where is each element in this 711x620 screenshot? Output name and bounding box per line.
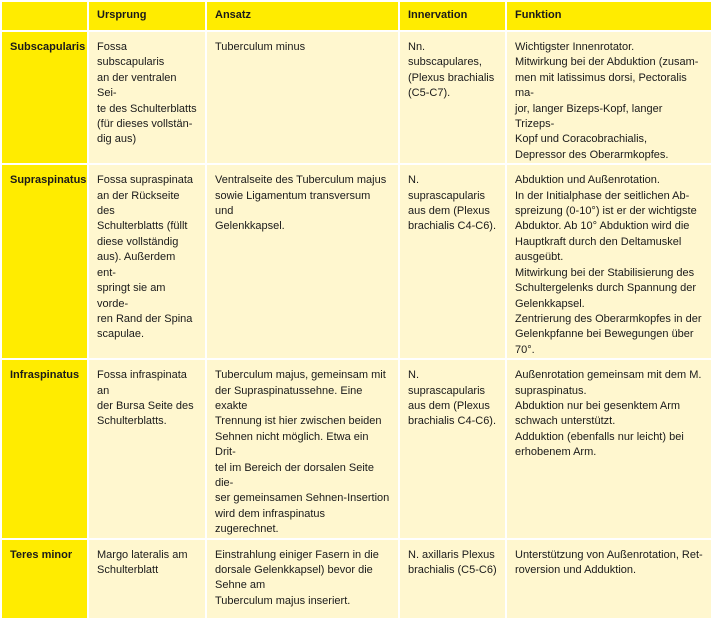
cell-line: Adduktion (ebenfalls nur leicht) bei: [515, 430, 684, 443]
cell-line: an der ventralen Sei-: [97, 71, 177, 100]
cell-line: Trennung ist hier zwischen beiden: [215, 415, 382, 428]
cell-ursprung: [88, 164, 206, 359]
cell-funktion: [506, 359, 711, 538]
header-ursprung: Ursprung: [88, 1, 206, 31]
cell-line: Depressor des Oberarmkopfes.: [515, 148, 669, 161]
cell-line: Unterstützung von Außenrotation, Ret-: [515, 548, 703, 561]
header-funktion: Funktion: [506, 1, 711, 31]
cell-line: der Bursa Seite des: [97, 399, 194, 412]
cell-innervation: [399, 539, 506, 619]
cell-line: N. suprascapularis: [408, 369, 486, 397]
cell-line: ser gemeinsamen Sehnen-Insertion: [215, 492, 390, 505]
cell-funktion: [506, 539, 711, 619]
cell-ansatz: [206, 164, 399, 359]
table-row: [1, 539, 711, 619]
table-row: [1, 164, 711, 359]
header-ansatz: Ansatz: [206, 1, 399, 31]
cell-line: Sehne am: [215, 579, 266, 592]
cell-funktion: [506, 164, 711, 359]
cell-line: wird dem infraspinatus zugerechnet.: [215, 507, 326, 536]
cell-line: Tuberculum majus inseriert.: [215, 594, 351, 607]
cell-line: Schulterblatts.: [97, 415, 167, 428]
cell-line: an der Rückseite des: [97, 189, 180, 218]
cell-line: Schulterblatts (füllt: [97, 220, 188, 233]
cell-line: Fossa subscapularis: [97, 41, 165, 69]
cell-line: diese vollständig: [97, 235, 179, 248]
cell-line: jor, langer Bizeps-Kopf, langer Trizeps-: [515, 102, 663, 131]
cell-line: Abduktor. Ab 10° Abduktion wird die: [515, 220, 690, 233]
cell-line: Gelenkkapsel.: [515, 297, 585, 310]
cell-line: Schultergelenks durch Spannung der: [515, 282, 697, 295]
cell-line: Gelenkpfanne bei Bewegungen über: [515, 328, 694, 341]
cell-line: N. suprascapularis: [408, 174, 486, 202]
cell-line: Schulterblatt: [97, 564, 159, 576]
cell-line: 70°.: [515, 343, 535, 356]
cell-line: Abduktion nur bei gesenktem Arm: [515, 399, 681, 412]
cell-line: Zentrierung des Oberarmkopfes in der: [515, 312, 702, 325]
muscle-name: Infraspinatus: [1, 359, 88, 538]
cell-line: In der Initialphase der seitlichen Ab-: [515, 189, 690, 202]
cell-line: Einstrahlung einiger Fasern in die: [215, 548, 379, 561]
cell-line: sowie Ligamentum transversum und: [215, 189, 371, 218]
cell-line: scapulae.: [97, 328, 145, 341]
cell-line: Hauptkraft durch den Deltamuskel: [515, 235, 682, 248]
cell-line: men mit latissimus dorsi, Pectoralis ma-: [515, 71, 687, 100]
cell-funktion: [506, 31, 711, 164]
cell-line: (für dieses vollstän-: [97, 118, 193, 131]
cell-line: Wichtigster Innenrotator.: [515, 41, 635, 53]
cell-line: erhobenem Arm.: [515, 446, 597, 459]
cell-line: Nn. subscapulares,: [408, 41, 482, 69]
muscle-name: Teres minor: [1, 539, 88, 619]
cell-innervation: [399, 359, 506, 538]
cell-line: dig aus): [97, 133, 137, 146]
cell-line: Kopf und Coracobrachialis,: [515, 133, 648, 146]
table-row: [1, 31, 711, 164]
cell-line: ren Rand der Spina: [97, 312, 193, 325]
cell-line: brachialis C4-C6).: [408, 220, 497, 233]
cell-line: Gelenkkapsel.: [215, 220, 285, 233]
cell-line: Fossa supraspinata: [97, 174, 193, 187]
cell-line: Fossa infraspinata an: [97, 369, 187, 397]
cell-line: der Supraspinatussehne. Eine exakte: [215, 384, 363, 412]
cell-line: Margo lateralis am: [97, 548, 188, 561]
cell-line: ausgeübt.: [515, 251, 564, 264]
cell-ursprung: [88, 359, 206, 538]
cell-line: spreizung (0-10°) ist er der wichtigste: [515, 205, 697, 218]
cell-line: brachialis (C5-C6): [408, 564, 497, 576]
muscle-name: Supraspinatus: [1, 164, 88, 359]
table-row: [1, 359, 711, 538]
cell-line: aus dem (Plexus: [408, 205, 490, 218]
cell-line: brachialis C4-C6).: [408, 415, 497, 428]
cell-line: Abduktion und Außenrotation.: [515, 174, 660, 187]
header-innervation: Innervation: [399, 1, 506, 31]
cell-ursprung: [88, 539, 206, 619]
cell-line: (C5-C7).: [408, 87, 451, 100]
cell-line: tel im Bereich der dorsalen Seite die-: [215, 461, 374, 489]
muscle-name: Subscapularis: [1, 31, 88, 164]
cell-ansatz: [206, 359, 399, 538]
cell-line: aus dem (Plexus: [408, 399, 490, 412]
cell-line: Mitwirkung bei der Stabilisierung des: [515, 266, 695, 279]
cell-line: Tuberculum minus: [215, 41, 306, 53]
cell-ansatz: [206, 31, 399, 164]
cell-line: te des Schulterblatts: [97, 102, 197, 115]
cell-line: Mitwirkung bei der Abduktion (zusam-: [515, 56, 699, 69]
cell-line: aus). Außerdem ent-: [97, 251, 176, 279]
cell-ansatz: [206, 539, 399, 619]
cell-innervation: [399, 31, 506, 164]
cell-line: springt sie am vorde-: [97, 282, 166, 310]
header-empty: [1, 1, 88, 31]
cell-ursprung: [88, 31, 206, 164]
cell-line: roversion und Adduktion.: [515, 564, 637, 576]
cell-line: Tuberculum majus, gemeinsam mit: [215, 369, 386, 382]
cell-line: schwach unterstützt.: [515, 415, 616, 428]
cell-line: Außenrotation gemeinsam mit dem M.: [515, 369, 702, 382]
cell-line: N. axillaris Plexus: [408, 548, 495, 561]
cell-line: (Plexus brachialis: [408, 71, 495, 84]
cell-innervation: [399, 164, 506, 359]
cell-line: supraspinatus.: [515, 384, 587, 397]
cell-line: Sehnen nicht möglich. Etwa ein Drit-: [215, 430, 369, 459]
cell-line: Ventralseite des Tuberculum majus: [215, 174, 387, 187]
header-row: [1, 1, 711, 31]
cell-line: dorsale Gelenkkapsel) bevor die: [215, 564, 373, 576]
